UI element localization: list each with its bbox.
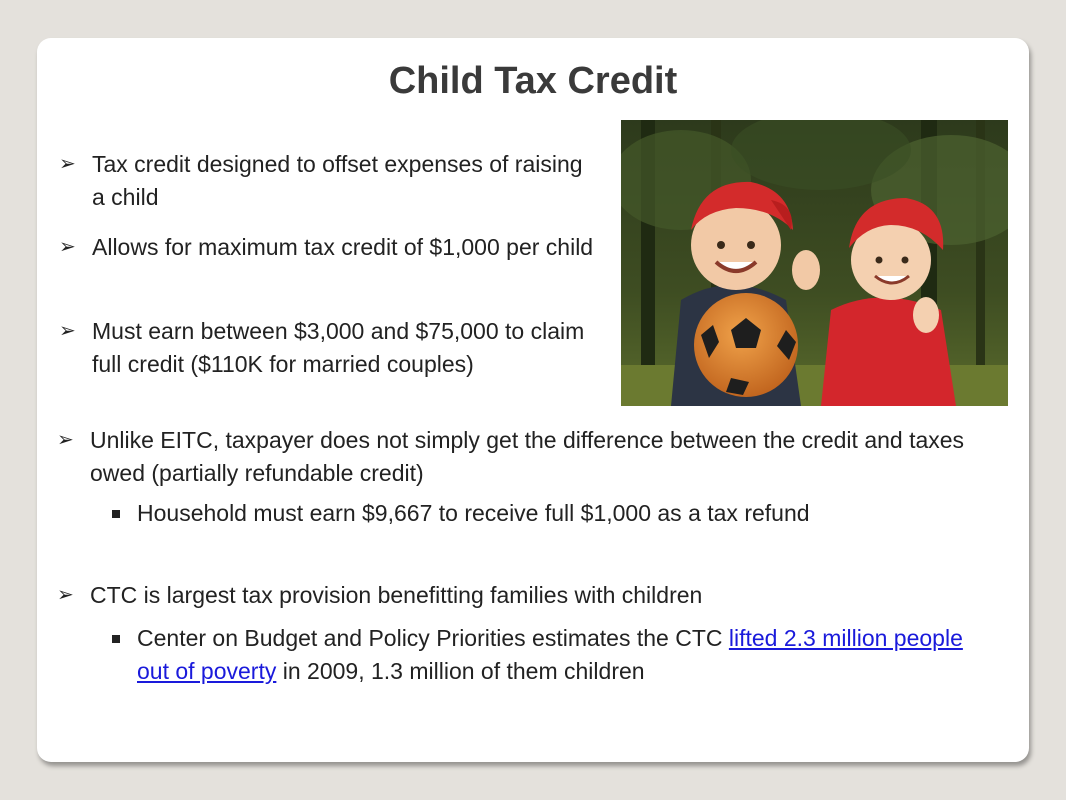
bullet-earnings-range <box>59 315 599 381</box>
bullet-ctc-largest <box>57 579 997 612</box>
bullet-text: Allows for maximum tax credit of $1,000 per child <box>92 234 594 260</box>
bullet-text <box>104 622 964 688</box>
square-bullet-icon <box>112 510 120 518</box>
photo-illustration <box>621 120 1008 406</box>
bullet-max-credit <box>59 231 599 264</box>
slide <box>37 38 1029 762</box>
arrow-bullet-icon: ➢ <box>59 153 76 175</box>
bullet-text: Unlike EITC, taxpayer does not simply get the difference between the credit and taxes owed (partially refundable credit) <box>90 427 965 486</box>
poverty-link[interactable]: lifted 2.3 million people out of poverty <box>137 625 963 684</box>
bullet-offset-expenses <box>59 148 599 214</box>
children-with-soccer-ball-photo <box>621 120 1008 406</box>
slide-title: Child Tax Credit <box>388 60 678 102</box>
bullet-text: Must earn between $3,000 and $75,000 to claim full credit ($110K for married couples) <box>92 318 585 377</box>
bullet-text: CTC is largest tax provision benefitting families with children <box>90 582 703 608</box>
bullet-text: Tax credit designed to offset expenses of raising a child <box>92 151 583 210</box>
arrow-bullet-icon: ➢ <box>57 429 74 451</box>
bullet-text: Household must earn $9,667 to receive full $1,000 as a tax refund <box>137 500 810 526</box>
sub-bullet-cbpp <box>104 622 964 688</box>
square-bullet-icon <box>112 635 120 643</box>
arrow-bullet-icon: ➢ <box>57 584 74 606</box>
cbpp-text-after: in 2009, 1.3 million of them children <box>276 658 645 684</box>
arrow-bullet-icon: ➢ <box>59 236 76 258</box>
arrow-bullet-icon: ➢ <box>59 320 76 342</box>
cbpp-text-before: Center on Budget and Policy Priorities estimates the CTC <box>137 625 729 651</box>
sub-bullet-household <box>104 497 934 530</box>
bullet-unlike-eitc <box>57 424 997 490</box>
